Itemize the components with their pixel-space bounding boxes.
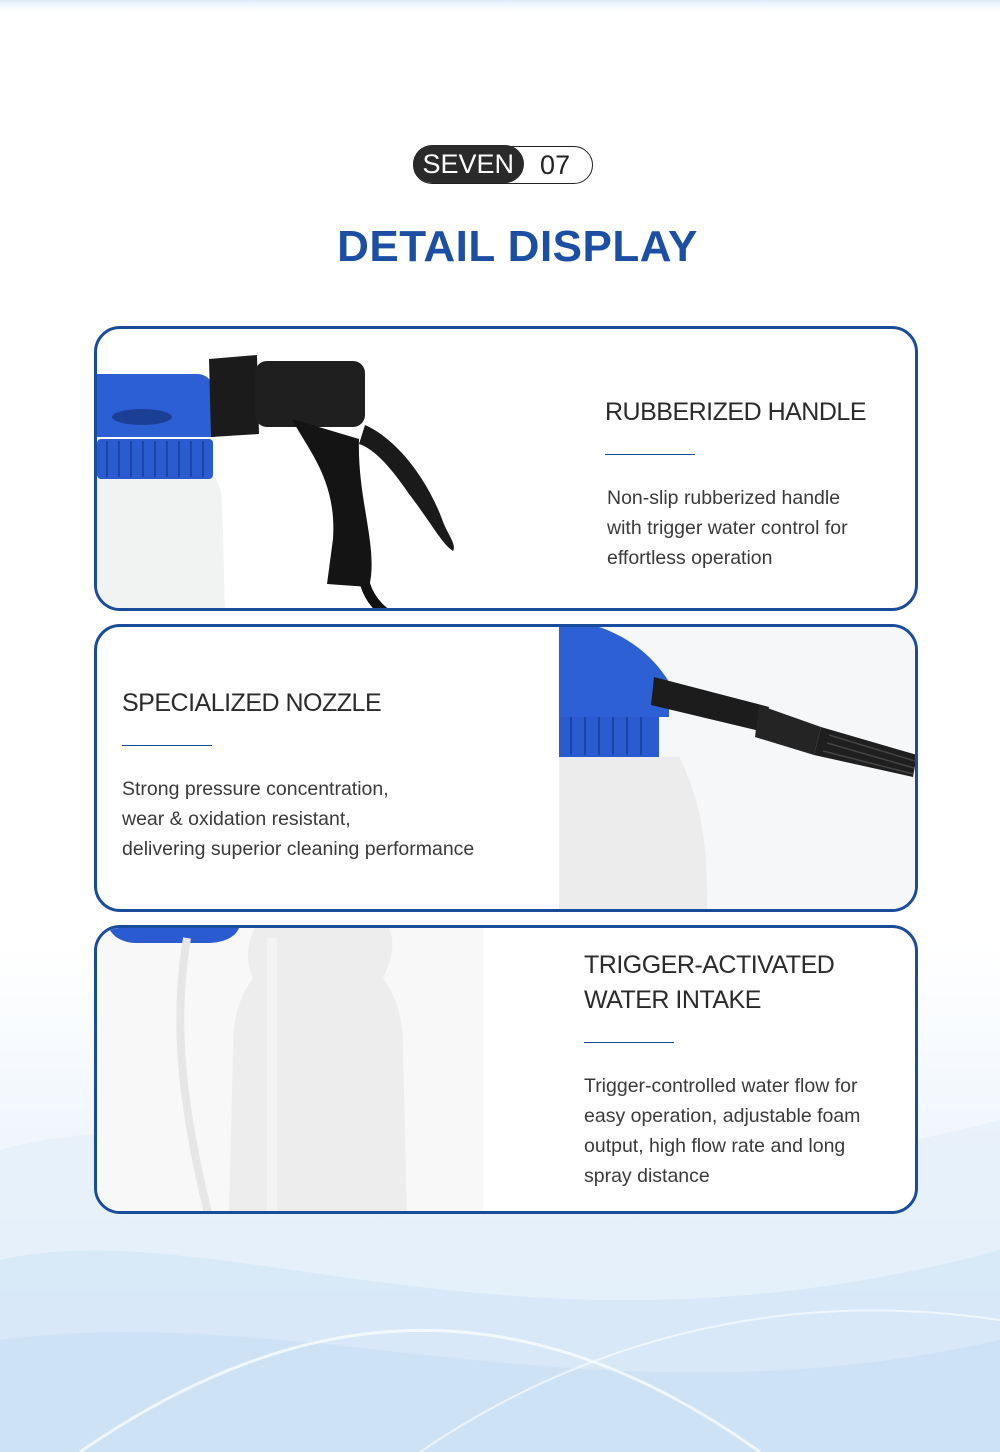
section-badge-word: SEVEN: [413, 145, 525, 183]
feature-card-nozzle: [94, 624, 918, 912]
feature-title-water-intake: TRIGGER-ACTIVATED WATER INTAKE: [584, 951, 835, 1014]
foam-sprayer-nozzle-photo: [559, 627, 918, 912]
feature-title-handle: RUBBERIZED HANDLE: [605, 398, 866, 426]
feature-card-handle: [94, 326, 918, 611]
feature-title-nozzle: SPECIALIZED NOZZLE: [122, 689, 382, 717]
foam-sprayer-handle-photo: [97, 329, 497, 611]
section-number-badge: [413, 146, 593, 184]
page-title: DETAIL DISPLAY: [337, 222, 698, 271]
feature-description-water-intake: Trigger-controlled water flow for easy operation, adjustable foam output, high flow rate and long spray distance: [584, 1075, 861, 1187]
section-badge-number: 07: [540, 149, 571, 180]
feature-divider-nozzle: [122, 745, 212, 746]
feature-divider-handle: [605, 454, 695, 455]
feature-divider-water-intake: [584, 1042, 674, 1043]
feature-description-handle: Non-slip rubberized handle with trigger water control for effortless operation: [607, 487, 848, 569]
foam-sprayer-bottle-photo: [97, 928, 483, 1214]
feature-description-nozzle: Strong pressure concentration, wear & oxidation resistant, delivering superior cleaning performance: [122, 778, 475, 860]
feature-card-water-intake: [94, 925, 918, 1214]
